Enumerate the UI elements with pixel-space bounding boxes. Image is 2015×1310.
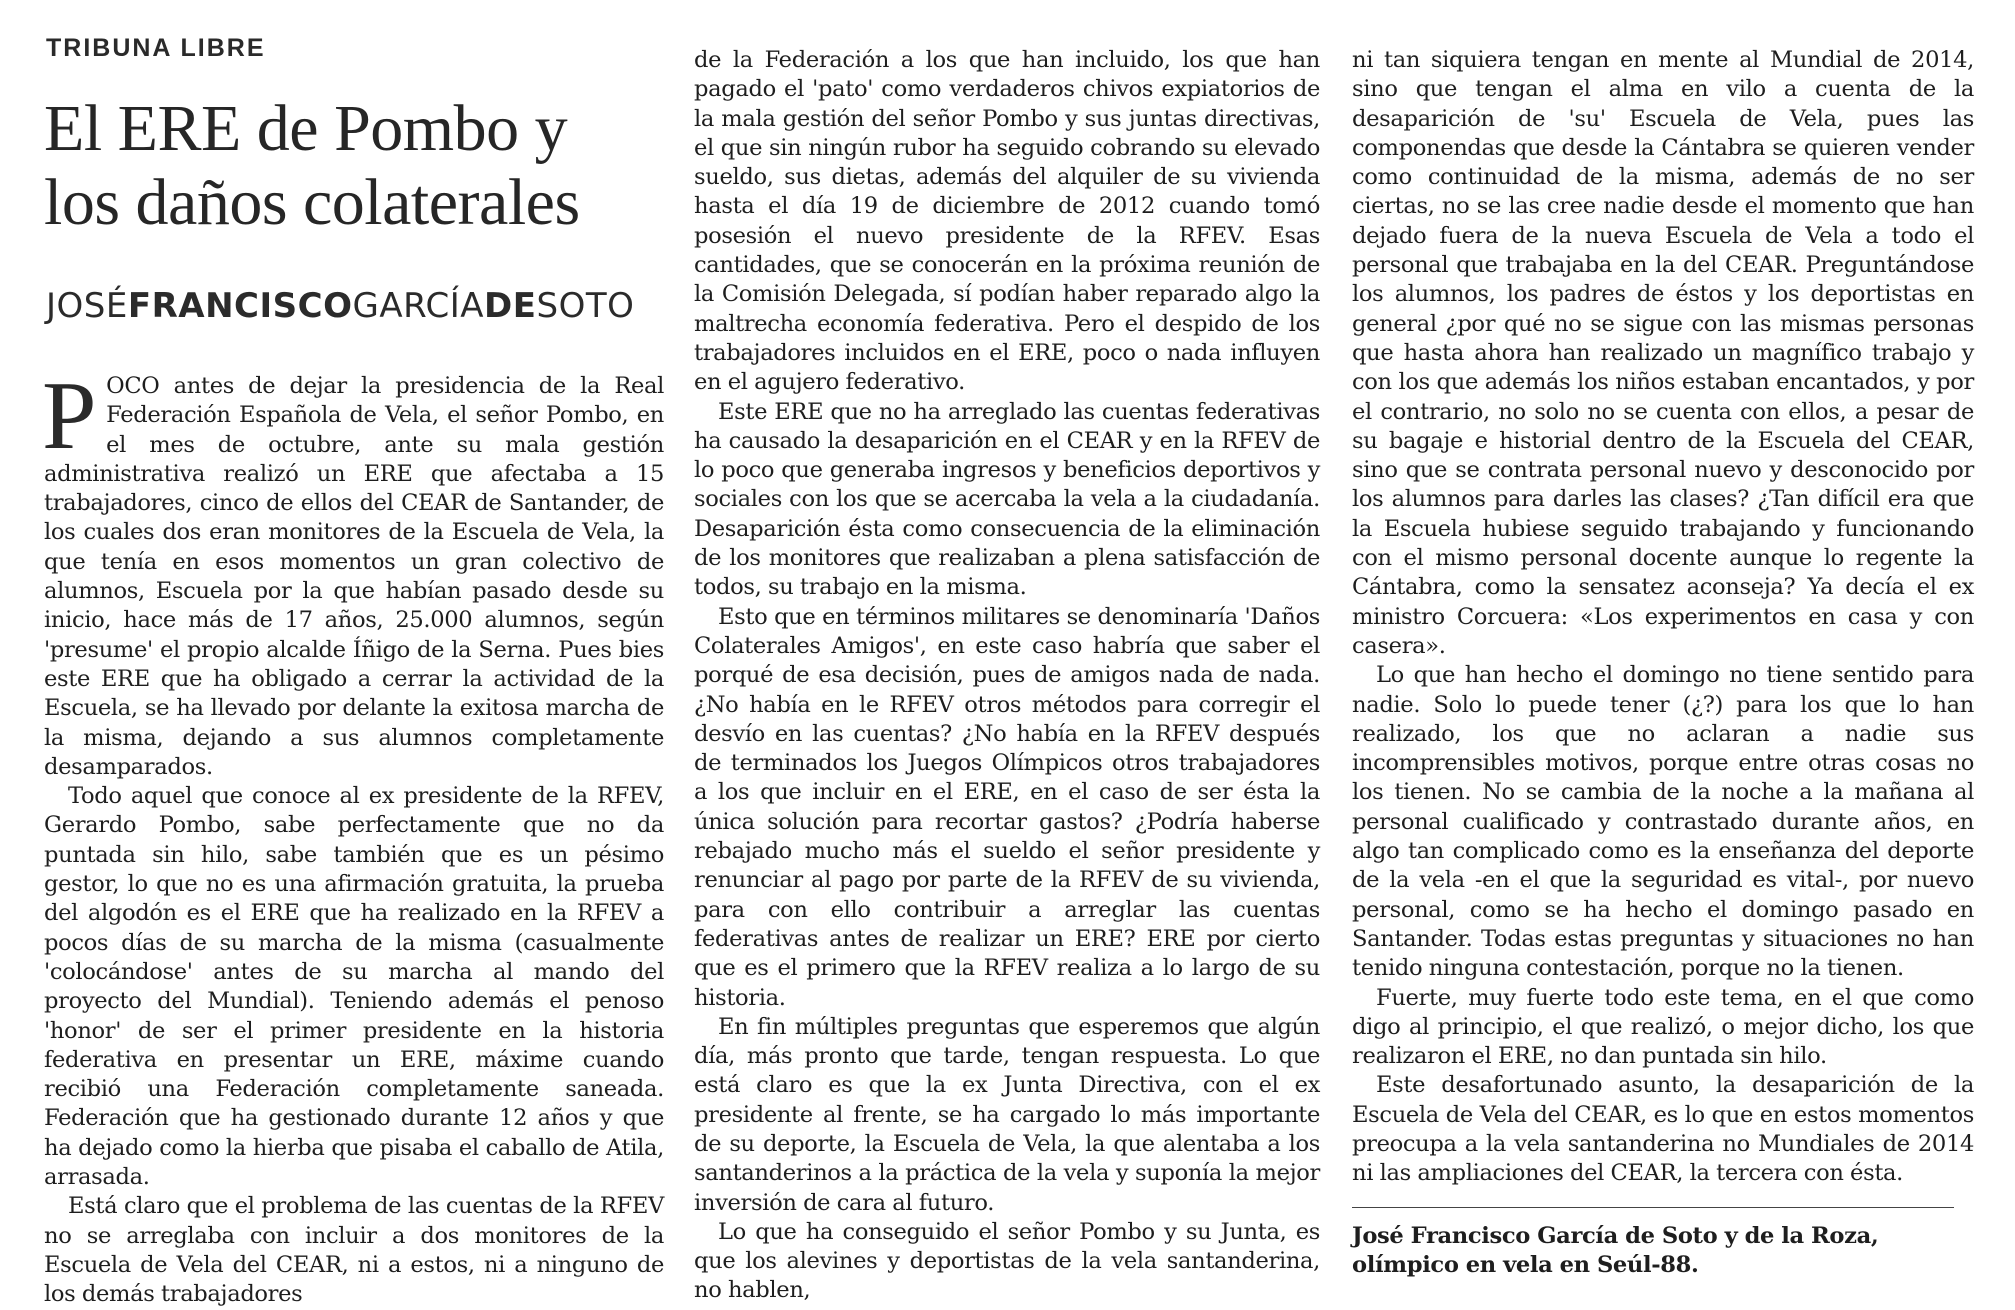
article-paragraph: Esto que en términos militares se denominaría 'Daños Colaterales Amigos', en este caso habría que saber el porqué de esa decisión, pues de amigos nada de nada. ¿No había en le RFEV otros métodos para corregir el desvío en las cuentas? ¿No había en la RFEV después de terminados los Juegos Olímpicos otros trabajadores a los que incluir en el ERE, en el caso de ser ésta la única solución para recortar gastos? ¿Podría haberse rebajado mucho más el sueldo el señor presidente y renunciar al pago por parte de la RFEV de su vivienda, para con ello contribuir a arreglar las cuentas federativas antes de realizar un ERE? ERE por cierto que es el primero que la RFEV realiza a lo largo de su historia. <box>694 603 1320 1011</box>
article-paragraph: Está claro que el problema de las cuentas de la RFEV no se arreglaba con incluir a dos monitores de la Escuela de Vela del CEAR, ni a estos, ni a ninguno de los demás trabajadores <box>44 1193 664 1308</box>
article-paragraph: Lo que han hecho el domingo no tiene sentido para nadie. Solo lo puede tener (¿?) para los que lo han realizado, los que no aclaran a nadie sus incomprensibles motivos, porque entre otras cosas no los tienen. No se cambia de la noche a la mañana al personal cualificado y contrastado durante años, en algo tan complicado como es la enseñanza del deporte de la vela -en el que la seguridad es vital-, por nuevo personal, como se ha hecho el domingo pasado en Santander. Todas estas preguntas y situaciones no han tenido ninguna contestación, porque no la tienen. <box>1352 662 1974 982</box>
article-column-1 <box>42 362 664 1310</box>
article-paragraph: Este desafortunado asunto, la desaparición de la Escuela de Vela del CEAR, es lo que en estos momentos preocupa a la vela santanderina no Mundiales de 2014 ni las ampliaciones del CEAR, la tercera con ésta. <box>1352 1072 1974 1187</box>
byline-part-5: SOTO <box>536 286 635 326</box>
section-tag: TRIBUNA LIBRE <box>46 34 266 62</box>
article-column-3 <box>1352 46 1974 1280</box>
article-paragraph: ni tan siquiera tengan en mente al Mundial de 2014, sino que tengan el alma en vilo a cuenta de la desaparición de 'su' Escuela de Vela, pues las componendas que desde la Cántabra se quieren vender como continuidad de la misma, además de no ser ciertas, no se las cree nadie desde el momento que han dejado fuera de la nueva Escuela de Vela a todo el personal que trabajaba en la del CEAR. Preguntándose los alumnos, los padres de éstos y los deportistas en general ¿por qué no se sigue con las mismas personas que hasta ahora han realizado un magnífico trabajo y con los que además los niños estaban encantados, y por el contrario, no solo no se cuenta con ellos, a pesar de su bagaje e historial dentro de la Escuela del CEAR, sino que se contrata personal nuevo y desconocido por los alumnos para darles las clases? ¿Tan difícil era que la Escuela hubiese seguido trabajando y funcionando con el mismo personal docente aunque lo regente la Cántabra, como la sensatez aconseja? Ya decía el ex ministro Corcuera: «Los experimentos en casa y con casera». <box>1352 47 1974 659</box>
byline-part-2: FRANCISCO <box>127 286 353 326</box>
article-paragraph: Lo que ha conseguido el señor Pombo y su Junta, es que los alevines y deportistas de la vela santanderina, no hablen, <box>694 1218 1320 1304</box>
byline-part-1: JOSÉ <box>46 286 128 326</box>
paragraph-text: OCO antes de dejar la presidencia de la Real Federación Española de Vela, el señor Pombo, en el mes de octubre, ante su mala gestión administrativa realizó un ERE que afectaba a 15 trabajadores, cinco de ellos del CEAR de Santander, de los cuales dos eran monitores de la Escuela de Vela, la que tenía en esos momentos un gran colectivo de alumnos, Escuela por la que habían pasado desde su inicio, hace más de 17 años, 25.000 alumnos, según 'presume' el propio alcalde Íñigo de la Serna. Pues bies este ERE que ha obligado a cerrar la actividad de la Escuela, se ha llevado por delante la exitosa marcha de la misma, dejando a sus alumnos completamente desamparados. <box>44 373 664 780</box>
headline-line-2: los daños colaterales <box>44 166 580 239</box>
article-paragraph: Este ERE que no ha arreglado las cuentas federativas ha causado la desaparición en el CEAR y en la RFEV de lo poco que generaba ingresos y beneficios deportivos y sociales con los que se acercaba la vela a la ciudadanía. Desaparición ésta como consecuencia de la eliminación de los monitores que realizaban a plena satisfacción de todos, su trabajo en la misma. <box>694 398 1320 601</box>
article-paragraph <box>42 362 664 782</box>
headline-line-1: El ERE de Pombo y <box>44 92 568 165</box>
article-paragraph: En fin múltiples preguntas que esperemos que algún día, más pronto que tarde, tengan respuesta. Lo que está claro es que la ex Junta Directiva, con el ex presidente al frente, se ha cargado lo más importante de su deporte, la Escuela de Vela, la que alentaba a los santanderinos a la práctica de la vela y suponía la mejor inversión de cara al futuro. <box>694 1013 1320 1216</box>
article-paragraph: de la Federación a los que han incluido, los que han pagado el 'pato' como verdaderos chivos expiatorios de la mala gestión del señor Pombo y sus juntas directivas, el que sin ningún rubor ha seguido cobrando su elevado sueldo, sus dietas, además del alquiler de su vivienda hasta el día 19 de diciembre de 2012 cuando tomó posesión el nuevo presidente de la RFEV. Esas cantidades, que se conocerán en la próxima reunión de la Comisión Delegada, sí podían haber reparado algo la maltrecha economía federativa. Pero el despido de los trabajadores incluidos en el ERE, poco o nada influyen en el agujero federativo. <box>694 47 1320 396</box>
article-paragraph: Todo aquel que conoce al ex presidente de la RFEV, Gerardo Pombo, sabe perfectamente que no da puntada sin hilo, sabe también que es un pésimo gestor, lo que no es una afirmación gratuita, la prueba del algodón es el ERE que ha realizado en la RFEV a pocos días de su marcha de la misma (casualmente 'colocándose' antes de su marcha al mando del proyecto del Mundial). Teniendo además el penoso 'honor' de ser el primer presidente en la historia federativa en presentar un ERE, máxime cuando recibió una Federación completamente saneada. Federación que ha gestionado durante 12 años y que ha dejado como la hierba que pisaba el caballo de Atila, arrasada. <box>44 783 664 1191</box>
drop-cap: P <box>42 362 97 470</box>
article-column-2 <box>694 46 1320 1306</box>
author-signature: José Francisco García de Soto y de la Roza, olímpico en vela en Seúl-88. <box>1352 1222 1879 1278</box>
byline-part-4: DE <box>484 286 537 326</box>
signature-divider <box>1352 1207 1954 1208</box>
byline-part-3: GARCÍA <box>352 286 485 326</box>
headline <box>44 92 674 240</box>
byline <box>46 286 634 326</box>
article-paragraph: Fuerte, muy fuerte todo este tema, en el que como digo al principio, el que realizó, o mejor dicho, los que realizaron el ERE, no dan puntada sin hilo. <box>1352 984 1974 1070</box>
